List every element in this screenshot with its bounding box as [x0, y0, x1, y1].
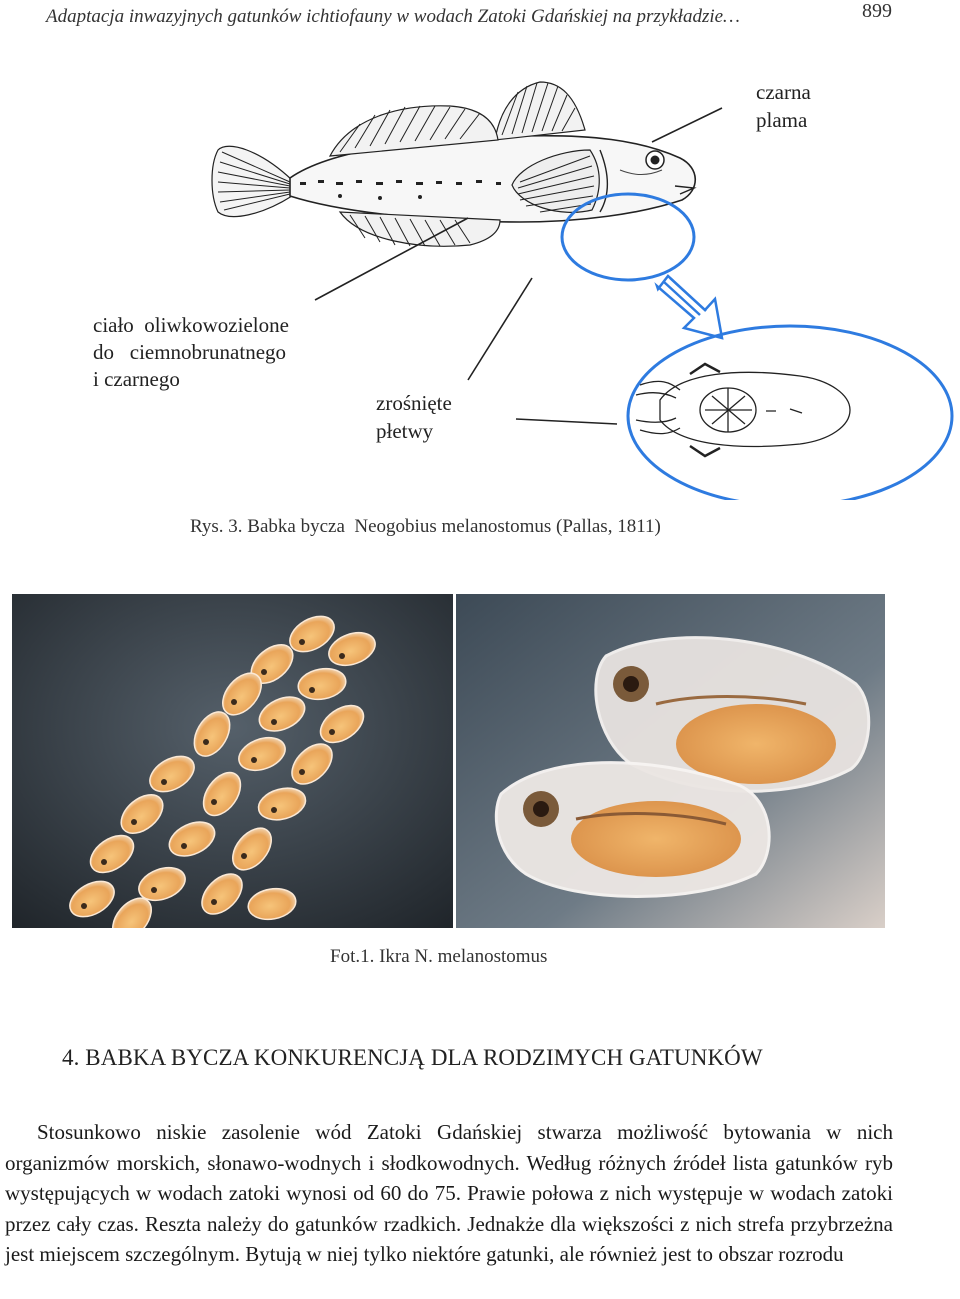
section-heading: 4. BABKA BYCZA KONKURENCJĄ DLA RODZIMYCH GATUNKÓW: [62, 1045, 763, 1070]
page-number: 899: [862, 0, 892, 22]
first-dorsal-fin: [495, 82, 585, 140]
fused-fins-label: [376, 389, 452, 445]
fused-fins-callout-line-2: [516, 419, 617, 424]
embryo-closeup-photo: [456, 594, 885, 928]
black-spot-label: [756, 78, 811, 134]
fused-fins-callout-line-1: [468, 278, 532, 380]
body-color-label: [93, 312, 289, 393]
black-spot-callout-line: [652, 108, 722, 142]
label-line: czarna: [756, 80, 811, 104]
figure-3-caption: Rys. 3. Babka bycza Neogobius melanostomus (Pallas, 1811): [190, 516, 661, 537]
round-goby-illustration: [0, 0, 960, 500]
running-header-title: Adaptacja inwazyjnych gatunków ichtiofauny w wodach Zatoki Gdańskiej na przykładzie…: [46, 6, 740, 27]
label-line: plama: [756, 108, 808, 132]
ventral-view-drawing: [636, 364, 850, 456]
highlight-arrow: [657, 276, 722, 338]
tail-fin: [212, 146, 292, 216]
highlight-circle-large: [628, 326, 952, 500]
label-line: i czarnego: [93, 367, 180, 391]
photo-1-caption: Fot.1. Ikra N. melanostomus: [330, 946, 548, 967]
section-paragraph: Stosunkowo niskie zasolenie wód Zatoki Gdańskiej stwarza możliwość bytowania w nich organizmów morskich, słonawo-wodnych i słodkowodnych. Według różnych źródeł lista gatunków ryb występujących w wodach zatoki wynosi od 60 do 75. Prawie połowa z nich występuje w wodach zatoki przez cały czas. Reszta należy do gatunków rzadkich. Jednakże dla większości z nich strefa przybrzeżna jest miejscem szczególnym. Bytują w niej tylko niektóre gatunki, ale również jest to obszar rozrodu: [5, 1120, 893, 1266]
label-line: zrośnięte: [376, 391, 452, 415]
label-line: ciało oliwkowozielone: [93, 313, 289, 337]
label-line: do ciemnobrunatnego: [93, 340, 287, 364]
egg-cluster-photo: [12, 594, 453, 928]
label-line: płetwy: [376, 419, 434, 443]
